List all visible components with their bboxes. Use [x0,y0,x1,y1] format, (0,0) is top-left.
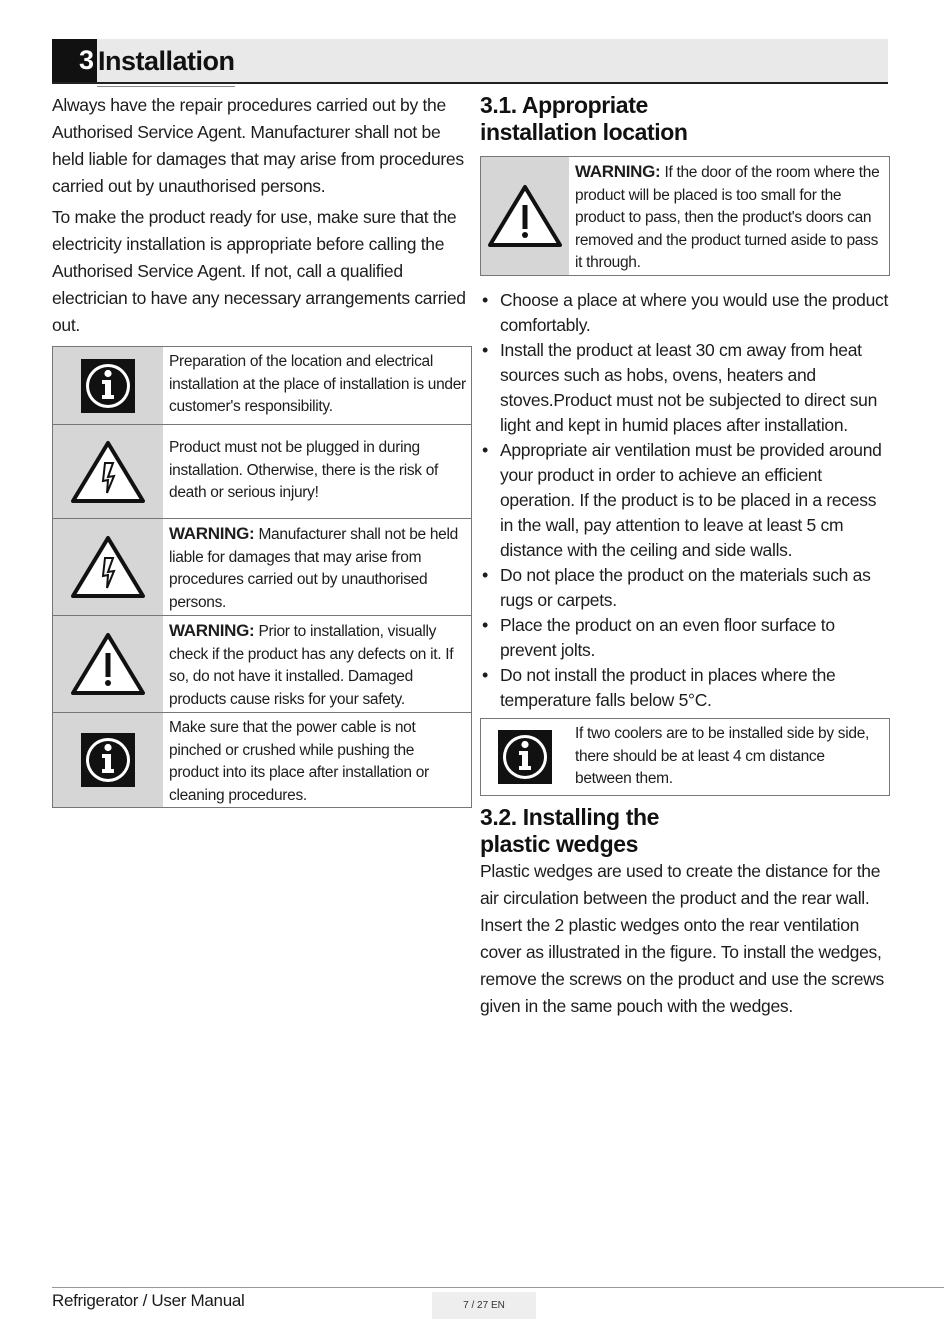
list-item: • Place the product on an even floor surface to prevent jolts. [480,613,890,663]
title-underline [97,86,235,87]
warning-icon [487,183,563,249]
warning-label: WARNING: [169,524,255,543]
door-warning-box [480,156,890,276]
list-item: • Choose a place at where you would use the product comfortably. [480,288,890,338]
section-3-1-title: 3.1. Appropriate installation location [480,92,688,145]
note-text: WARNING: If the door of the room where the product will be placed is too small for the product to pass, then the product's doors can removed and the product turned aside to pass it through. [575,162,880,271]
footer-manual-title: Refrigerator / User Manual [52,1291,245,1310]
right-column [480,92,890,1024]
page-number: 7 / 27 EN [432,1292,536,1319]
placement-bullet-list [480,288,890,713]
intro-paragraph-1: Always have the repair procedures carried out by the Authorised Service Agent. Manufacturer shall not be held liable for damages that may arise from procedures carried out by unauthorised persons. [52,95,464,196]
note-row [53,519,471,616]
intro-paragraph-2: To make the product ready for use, make sure that the electricity installation is appropriate before calling the Authorised Service Agent. If not, call a qualified electrician to have any necessary arrangements carried out. [52,207,466,335]
cooler-spacing-note [480,718,890,796]
note-text: Make sure that the power cable is not pinched or crushed while pushing the product into its place after installation or cleaning procedures. [169,719,429,804]
note-text: Product must not be plugged in during installation. Otherwise, there is the risk of death or serious injury! [169,439,439,501]
note-row [481,157,889,275]
chapter-number: 3 [52,39,97,82]
wedges-paragraph: Plastic wedges are used to create the distance for the air circulation between the product and the rear wall. Insert the 2 plastic wedges onto the rear ventilation cover as illustrated in the figure. To install the wedges, remove the screws on the product and use the screws given in the same pouch with the wedges. [480,861,884,1016]
note-text: WARNING: Prior to installation, visually check if the product has any defects on it. If so, do not have it installed. Damaged products cause risks for your safety. [169,621,454,708]
section-3-2-title: 3.2. Installing the plastic wedges [480,804,659,857]
chapter-title: Installation [98,46,235,76]
left-column [52,92,470,808]
warning-icon [70,631,146,697]
footer-divider [52,1287,944,1288]
warning-label: WARNING: [169,621,255,640]
list-item: • Do not place the product on the materials such as rugs or carpets. [480,563,890,613]
chapter-header [52,39,888,84]
note-row [53,616,471,713]
electric-hazard-icon [70,439,146,505]
safety-notes-table [52,346,472,808]
note-row [53,713,471,807]
note-row [481,719,889,795]
list-item: • Appropriate air ventilation must be provided around your product in order to achieve an efficient operation. If the product is to be placed in a recess in the wall, pay attention to leave at least 5 cm distance with the ceiling and side walls. [480,438,890,563]
list-item: • Install the product at least 30 cm away from heat sources such as hobs, ovens, heaters and stoves.Product must not be subjected to direct sun light and kept in humid places after installation. [480,338,890,438]
note-text: If two coolers are to be installed side by side, there should be at least 4 cm distance between them. [575,725,870,787]
info-icon [80,732,136,788]
electric-hazard-icon [70,534,146,600]
note-row [53,425,471,519]
note-text: WARNING: Manufacturer shall not be held liable for damages that may arise from procedures carried out by unauthorised persons. [169,524,458,611]
info-icon [80,358,136,414]
list-item: • Do not install the product in places where the temperature falls below 5°C. [480,663,890,713]
info-icon [497,729,553,785]
note-row [53,347,471,425]
warning-label: WARNING: [575,162,661,181]
note-text: Preparation of the location and electrical installation at the place of installation is under customer's responsibility. [169,353,466,415]
